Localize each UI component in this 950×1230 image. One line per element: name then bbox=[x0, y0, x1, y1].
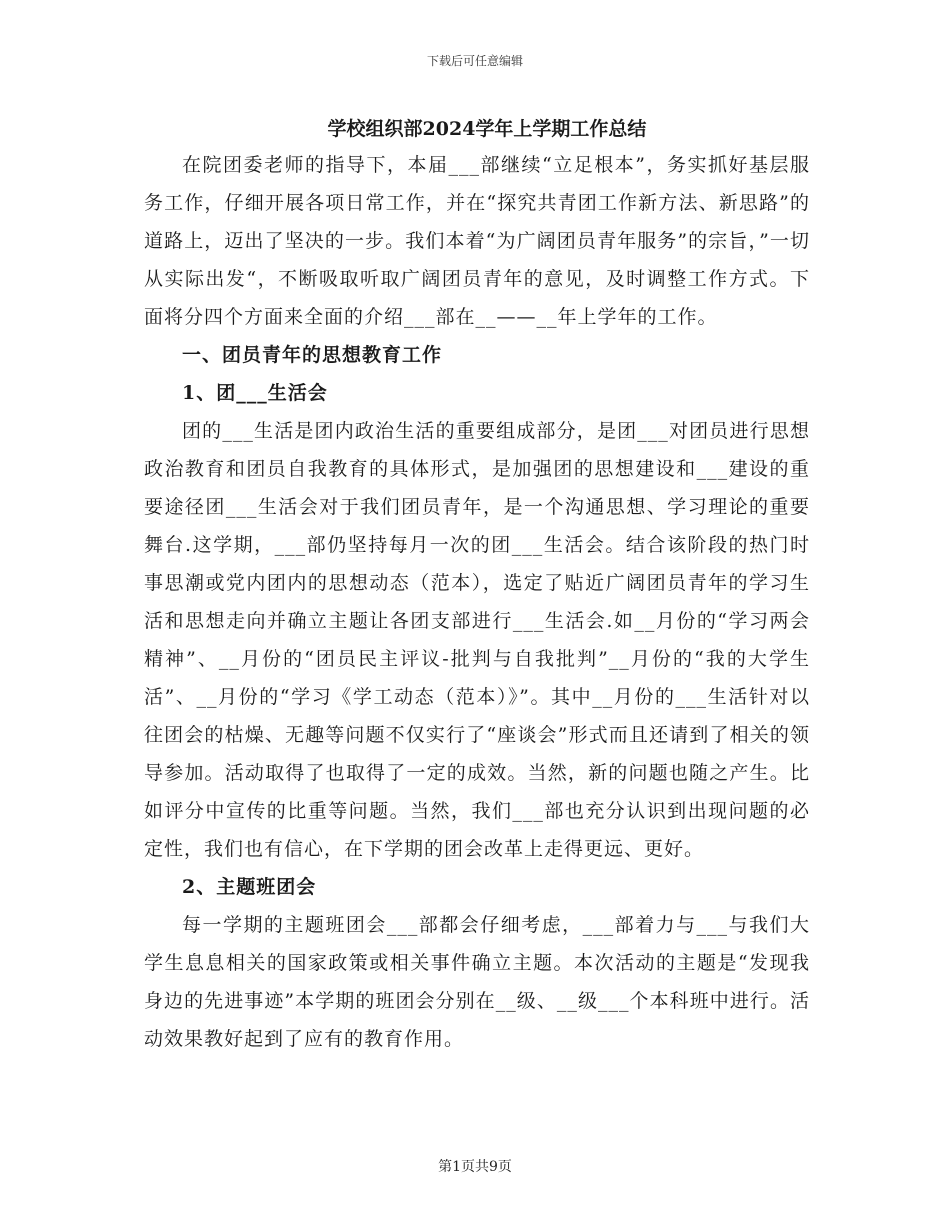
subsection-paragraph-2: 每一学期的主题班团会___部都会仔细考虑，___部着力与___与我们大学生息息相关的国家政策或相关事件确立主题。本次活动的主题是“发现我身边的先进事迹”本学期的班团会分别在__级、__级___个本科班中进行。活动效果教好起到了应有的教育作用。 bbox=[144, 914, 810, 1050]
page-header: 下载后可任意编辑 bbox=[426, 54, 523, 68]
subsection-heading-1: 1、团___生活会 bbox=[182, 382, 328, 404]
subsection-heading-2: 2、主题班团会 bbox=[182, 876, 317, 898]
document-title: 学校组织部2024学年上学期工作总结 bbox=[327, 118, 647, 140]
page-number: 第1页共9页 bbox=[438, 1159, 512, 1175]
document-body bbox=[144, 112, 810, 1058]
section-heading-1: 一、团员青年的思想教育工作 bbox=[182, 344, 443, 366]
intro-paragraph: 在院团委老师的指导下，本届___部继续“立足根本”，务实抓好基层服务工作，仔细开展各项日常工作，并在“探究共青团工作新方法、新思路”的道路上，迈出了坚决的一步。我们本着“为广阔团员青年服务”的宗旨，”一切从实际出发“，不断吸取听取广阔团员青年的意见，及时调整工作方式。下面将分四个方面来全面的介绍___部在__——__年上学年的工作。 bbox=[144, 154, 810, 328]
subsection-paragraph-1: 团的___生活是团内政治生活的重要组成部分，是团___对团员进行思想政治教育和团员自我教育的具体形式，是加强团的思想建设和___建设的重要途径团___生活会对于我们团员青年，是一个沟通思想、学习理论的重要舞台.这学期，___部仍坚持每月一次的团___生活会。结合该阶段的热门时事思潮或党内团内的思想动态（范本），选定了贴近广阔团员青年的学习生活和思想走向并确立主题让各团支部进行___生活会.如__月份的“学习两会精神”、__月份的“团员民主评议-批判与自我批判”__月份的“我的大学生活”、__月份的“学习《学工动态（范本）》”。其中__月份的___生活针对以往团会的枯燥、无趣等问题不仅实行了“座谈会”形式而且还请到了相关的领导参加。活动取得了也取得了一定的成效。当然，新的问题也随之产生。比如评分中宣传的比重等问题。当然，我们___部也充分认识到出现问题的必定性，我们也有信心，在下学期的团会改革上走得更远、更好。 bbox=[144, 420, 810, 860]
